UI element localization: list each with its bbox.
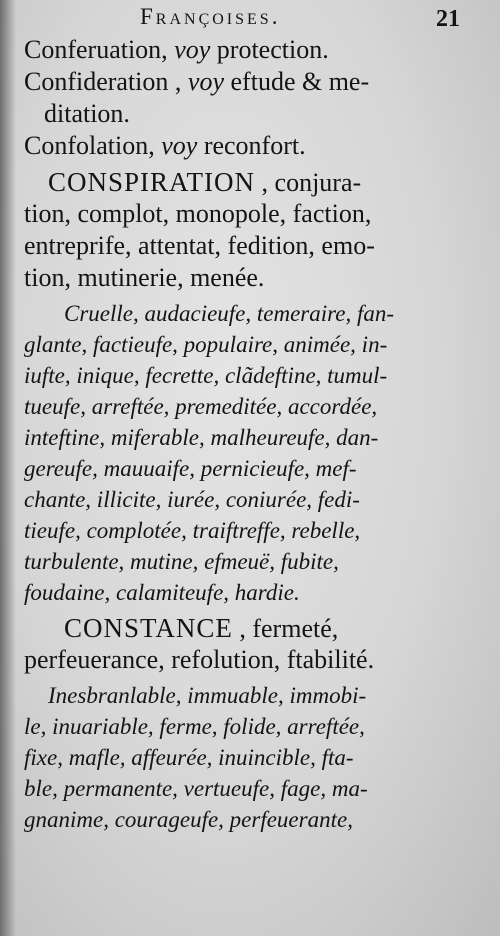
headword: CONSPIRATION — [48, 167, 256, 197]
epithet-line: glante, factieufe, populaire, animée, in- — [24, 332, 388, 357]
epithet-line: tieufe, complotée, traiftreffe, rebelle, — [24, 518, 361, 543]
text-line: tion, mutinerie, menée. — [24, 263, 265, 292]
text-line: perfeuerance, refolution, ftabilité. — [24, 645, 375, 674]
epithet-line: gereufe, mauuaife, pernicieufe, mef- — [24, 456, 357, 481]
text-line: tion, complot, monopole, faction, — [24, 199, 372, 228]
spine-shadow — [0, 0, 16, 936]
epithet-line: inteftine, miferable, malheureufe, dan- — [24, 425, 379, 450]
entry-line-consideration-cont: ditation. — [44, 99, 130, 128]
entry-line-conservation: Conferuation, voy protection. — [24, 35, 329, 64]
headword-line-constance: CONSTANCE , fermeté, — [64, 613, 339, 643]
headword-line-conspiration: CONSPIRATION , conjura- — [48, 167, 362, 197]
epithet-line: tueufe, arreftée, premeditée, accordée, — [24, 394, 378, 419]
dictionary-text — [24, 34, 464, 835]
running-head: Françoises. — [140, 4, 281, 29]
epithet-line: ble, permanente, vertueufe, fage, ma- — [24, 776, 368, 801]
entry-line-consolation: Confolation, voy reconfort. — [24, 131, 306, 160]
headword: CONSTANCE — [64, 613, 233, 643]
epithet-line: iufte, inique, fecrette, clãdeftine, tumul- — [24, 363, 388, 388]
epithet-line: Inesbranlable, immuable, immobi- — [48, 683, 367, 708]
text-line: entreprife, attentat, fedition, emo- — [24, 231, 375, 260]
epithet-line: turbulente, mutine, efmeuë, fubite, — [24, 549, 339, 574]
epithet-line: fixe, mafle, affeurée, inuincible, fta- — [24, 745, 354, 770]
entry-line-consideration: Confideration , voy eftude & me- — [24, 67, 370, 96]
epithet-line: le, inuariable, ferme, folide, arreftée, — [24, 714, 365, 739]
epithet-line: chante, illicite, iurée, coniurée, fedi- — [24, 487, 360, 512]
page-number: 21 — [436, 6, 460, 32]
epithet-line: Cruelle, audacieufe, temeraire, fan- — [64, 301, 395, 326]
epithet-line: foudaine, calamiteufe, hardie. — [24, 580, 300, 605]
page-header — [0, 2, 500, 36]
epithet-line: gnanime, courageufe, perfeuerante, — [24, 807, 353, 832]
